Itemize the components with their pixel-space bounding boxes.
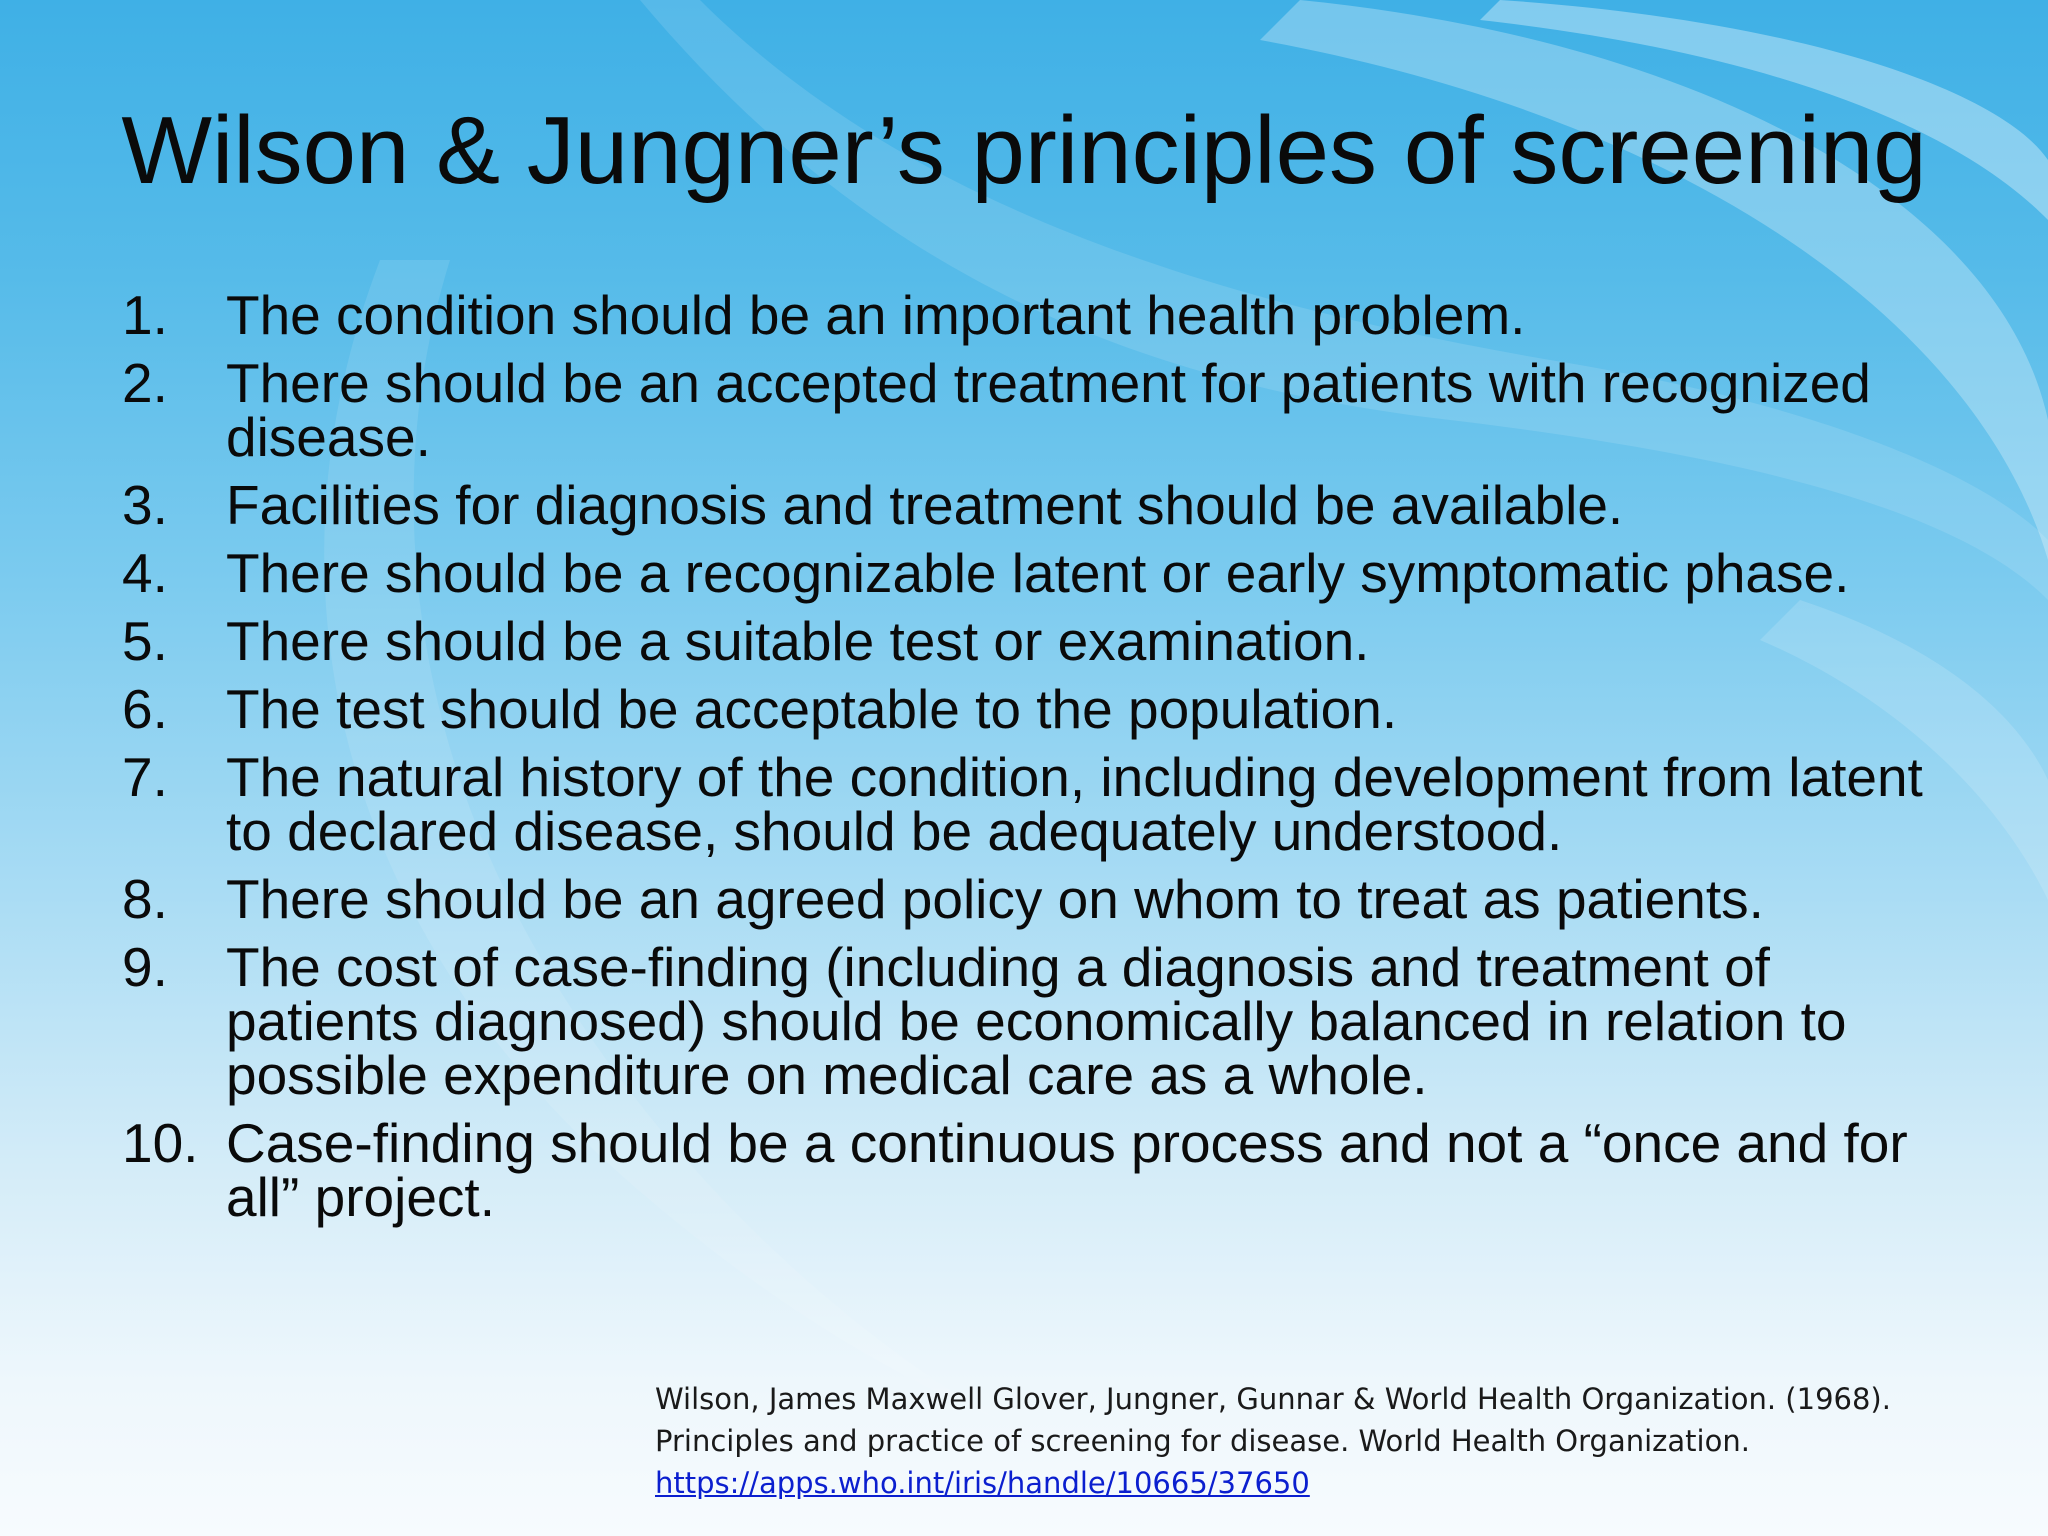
citation-link[interactable]: https://apps.who.int/iris/handle/10665/37650 [655,1466,1310,1500]
list-item [122,678,1962,740]
citation-text: Wilson, James Maxwell Glover, Jungner, Gunnar & World Health Organization. (1968). Principles and practice of screening for disease. World Health Organization. [655,1382,1891,1458]
list-item-text: There should be an agreed policy on whom to treat as patients. [226,868,1764,930]
list-item [122,610,1962,672]
list-item-number: 4. [122,542,168,604]
list-item [122,542,1962,604]
list-item-number: 2. [122,352,168,414]
citation [655,1378,1995,1504]
slide-title: Wilson & Jungner’s principles of screening [121,97,1927,204]
list-item-text: Facilities for diagnosis and treatment should be available. [226,474,1624,536]
list-item [122,868,1962,930]
list-item-text: There should be a recognizable latent or early symptomatic phase. [226,542,1850,604]
list-item-number: 8. [122,868,168,930]
list-item [122,284,1962,346]
list-item-text: The natural history of the condition, including development from latent to declared disease, should be adequately understood. [226,746,1923,862]
list-item [122,746,1962,862]
list-item [122,474,1962,536]
list-item [122,936,1962,1106]
list-item-text: The condition should be an important health problem. [226,284,1526,346]
list-item-number: 7. [122,746,168,808]
list-item-text: There should be an accepted treatment for patients with recognized disease. [226,352,1871,468]
list-item-number: 5. [122,610,168,672]
list-item-text: The test should be acceptable to the population. [226,678,1398,740]
principles-list [122,284,1962,1238]
list-item [122,1112,1962,1228]
list-item-number: 3. [122,474,168,536]
list-item [122,352,1962,468]
list-item-number: 6. [122,678,168,740]
list-item-text: The cost of case-finding (including a diagnosis and treatment of patients diagnosed) should be economically balanced in relation to possible expenditure on medical care as a whole. [226,936,1847,1106]
list-item-number: 10. [122,1112,199,1174]
list-item-number: 9. [122,936,168,998]
list-item-number: 1. [122,284,168,346]
list-item-text: Case-finding should be a continuous process and not a “once and for all” project. [226,1112,1908,1228]
list-item-text: There should be a suitable test or examination. [226,610,1370,672]
